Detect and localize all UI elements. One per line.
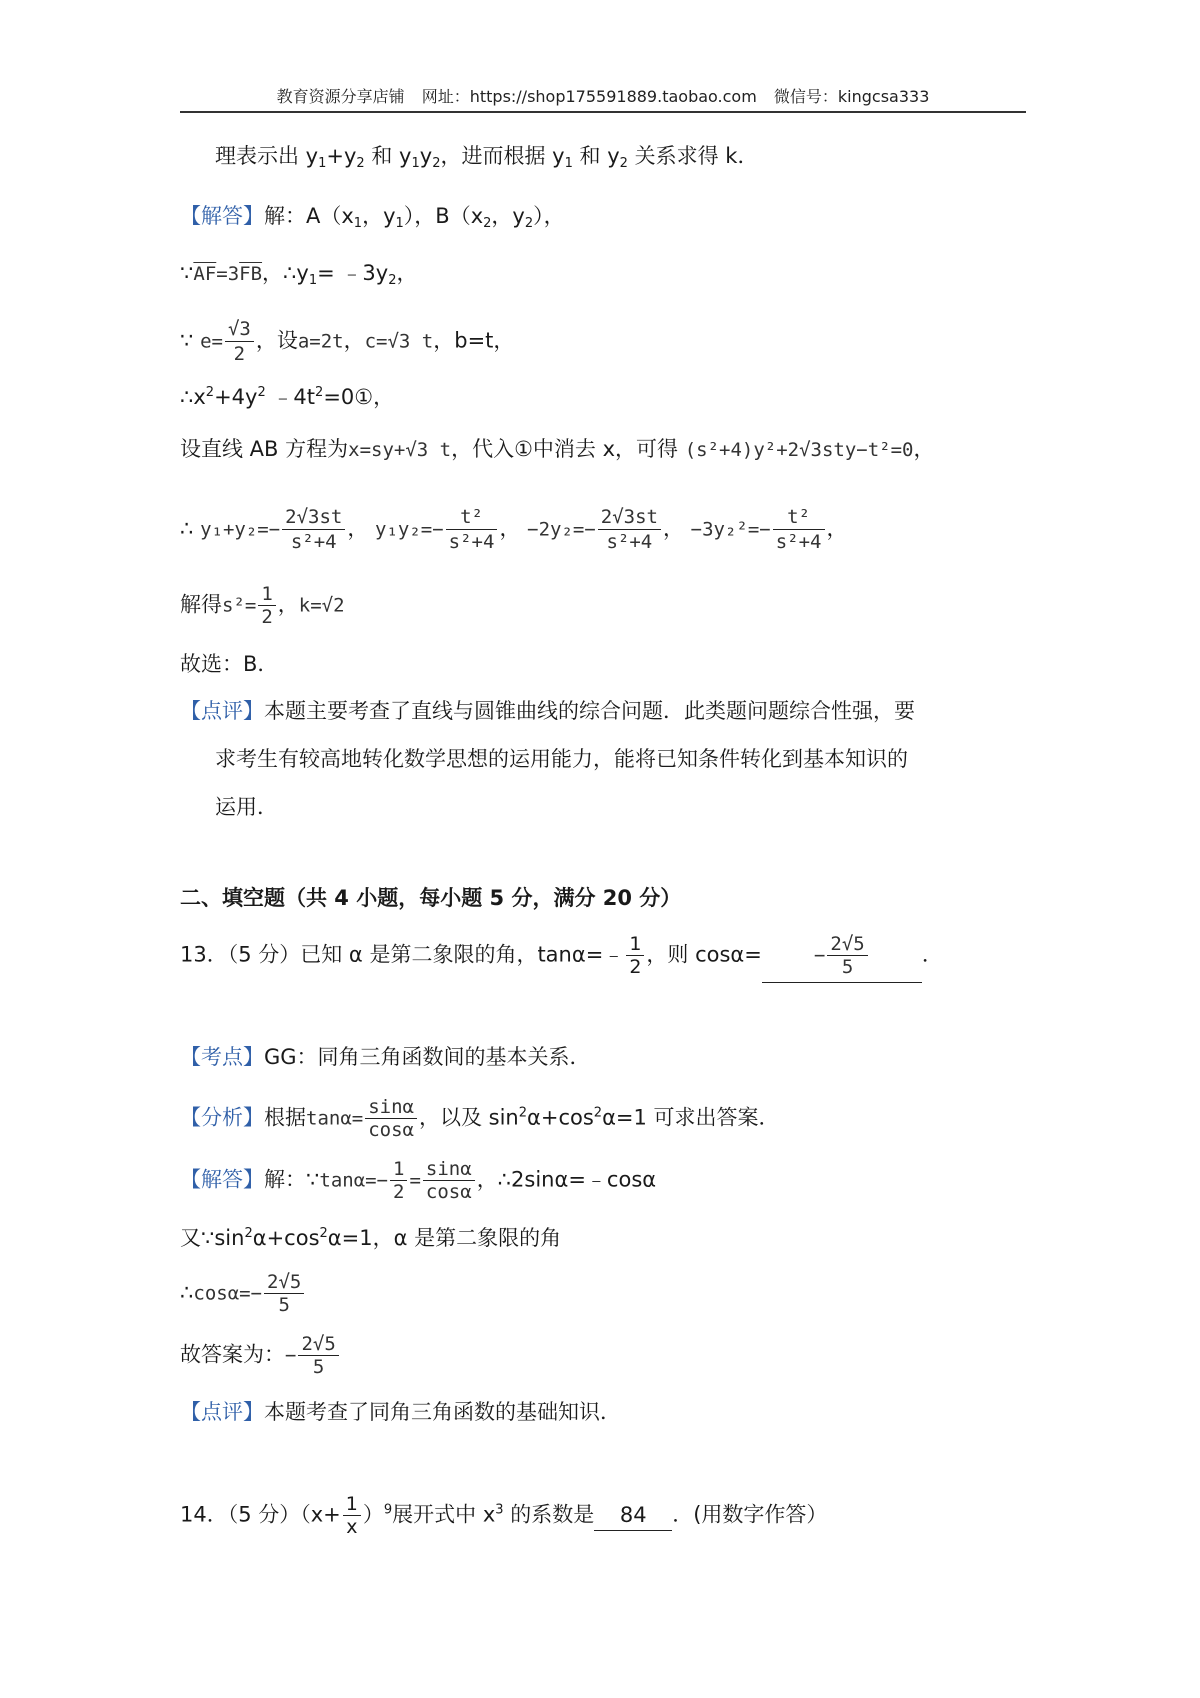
section-title: 二、填空题（共 4 小题，每小题 5 分，满分 20 分） <box>180 886 682 910</box>
answer-blank: − $\frac{2√5}{5}$ <box>762 933 922 983</box>
q13-fenxi: 【分析】根据tanα= $\frac{\sin\alpha}{\cos\alpha}$ ，以及 $\sin^2\alpha+\cos^2\alpha=1$ 可求出答案． <box>180 1096 780 1141</box>
q12-choice: 故选：B． <box>180 652 279 676</box>
answer-blank: 84 <box>594 1500 672 1531</box>
q12-answer-line1: 【解答】解：$A(x_1$，$y_1$），$B(x_2$，$y_2$）， <box>180 204 565 231</box>
q13-answer-line1: 【解答】解：∵tanα=− $\frac{1}{2}$ = $\frac{\sin\alpha}{\cos\alpha}$ ，∴2sinα=﹣cosα <box>180 1158 657 1203</box>
q12-answer-line3: ∵ e= $\frac{√3}{2}$ ，设a=2t，c=√3 t，b=t， <box>180 318 515 365</box>
q13-question: 13．（5 分）已知 α 是第二象限的角，tanα=﹣ $\frac{1}{2}$ ，则 cosα= − $\frac{2√5}{5}$ ． <box>180 933 943 983</box>
header-divider <box>180 111 1026 113</box>
fenxi-tag: 【分析】 <box>180 1105 264 1130</box>
q13-comment: 【点评】本题考查了同角三角函数的基础知识． <box>180 1400 621 1424</box>
q12-answer-line2: $\because\overline{AF}=3\overline{FB}$，$\therefore y_1=$ $﹣3y_2$， <box>180 261 418 288</box>
kaodian-tag: 【考点】 <box>180 1045 264 1069</box>
q13-kaodian: 【考点】GG：同角三角函数间的基本关系． <box>180 1045 591 1069</box>
q12-answer-line6: ∴ y₁+y₂=− $\frac{2√3st}{\text{s²+4}}$ ， y₁y₂=− $\frac{\text{t²}}{\text{s²+4}}$ ， −2y₂=− $\frac{2√3st}{\text{s²+4}}$ ， −3y₂²=− $\frac{\text{t²}}{\text{s²+4}}$ ， <box>180 506 848 553</box>
q12-answer-line4: $\therefore x^2+4y^2$ $﹣4t^2=0①$， <box>180 385 395 409</box>
q12-comment-line2: 求考生有较高地转化数学思想的运用能力，能将已知条件转化到基本知识的 <box>215 747 908 771</box>
answer-tag: 【解答】 <box>180 1167 264 1192</box>
page-header <box>180 84 1026 107</box>
q13-answer-line2: 又$\because\sin^2\alpha+\cos^2\alpha=1$，α 是第二象限的角 <box>180 1226 562 1250</box>
q13-answer-line3: ∴cosα=− $\frac{2√5}{5}$ <box>180 1271 306 1316</box>
q14-question: 14．（5 分）（x+ $\frac{1}{x}$ ）$^9$展开式中 $x^3$ 的系数是 84 ．(用数字作答） <box>180 1493 828 1538</box>
answer-tag: 【解答】 <box>180 204 264 228</box>
comment-tag: 【点评】 <box>180 699 264 723</box>
shop-url: 网址：https://shop175591889.taobao.com <box>421 87 757 106</box>
q12-answer-line7: 解得s²= $\frac{1}{2}$ ，k=√2 <box>180 583 345 628</box>
wechat-id: 微信号：kingcsa333 <box>773 87 930 106</box>
q13-final-answer: 故答案为：− $\frac{2√5}{5}$ <box>180 1333 341 1378</box>
fraction: $\frac{√3}{2}$ <box>225 317 254 366</box>
comment-tag: 【点评】 <box>180 1400 264 1424</box>
shop-name: 教育资源分享店铺 <box>276 87 405 106</box>
q12-comment-line3: 运用． <box>215 795 278 819</box>
q12-analysis-tail: 理表示出 $y_1+y_2$ 和 $y_1y_2$，进而根据 $y_1$ 和 $y_2$ 关系求得 k． <box>215 144 759 171</box>
q12-answer-line5: 设直线 AB 方程为x=sy+√3 t，代入①中消去 x，可得 (s²+4)y²+2√3sty−t²=0， <box>180 437 935 461</box>
q12-comment-line1: 【点评】本题主要考查了直线与圆锥曲线的综合问题．此类题问题综合性强，要 <box>180 699 915 723</box>
